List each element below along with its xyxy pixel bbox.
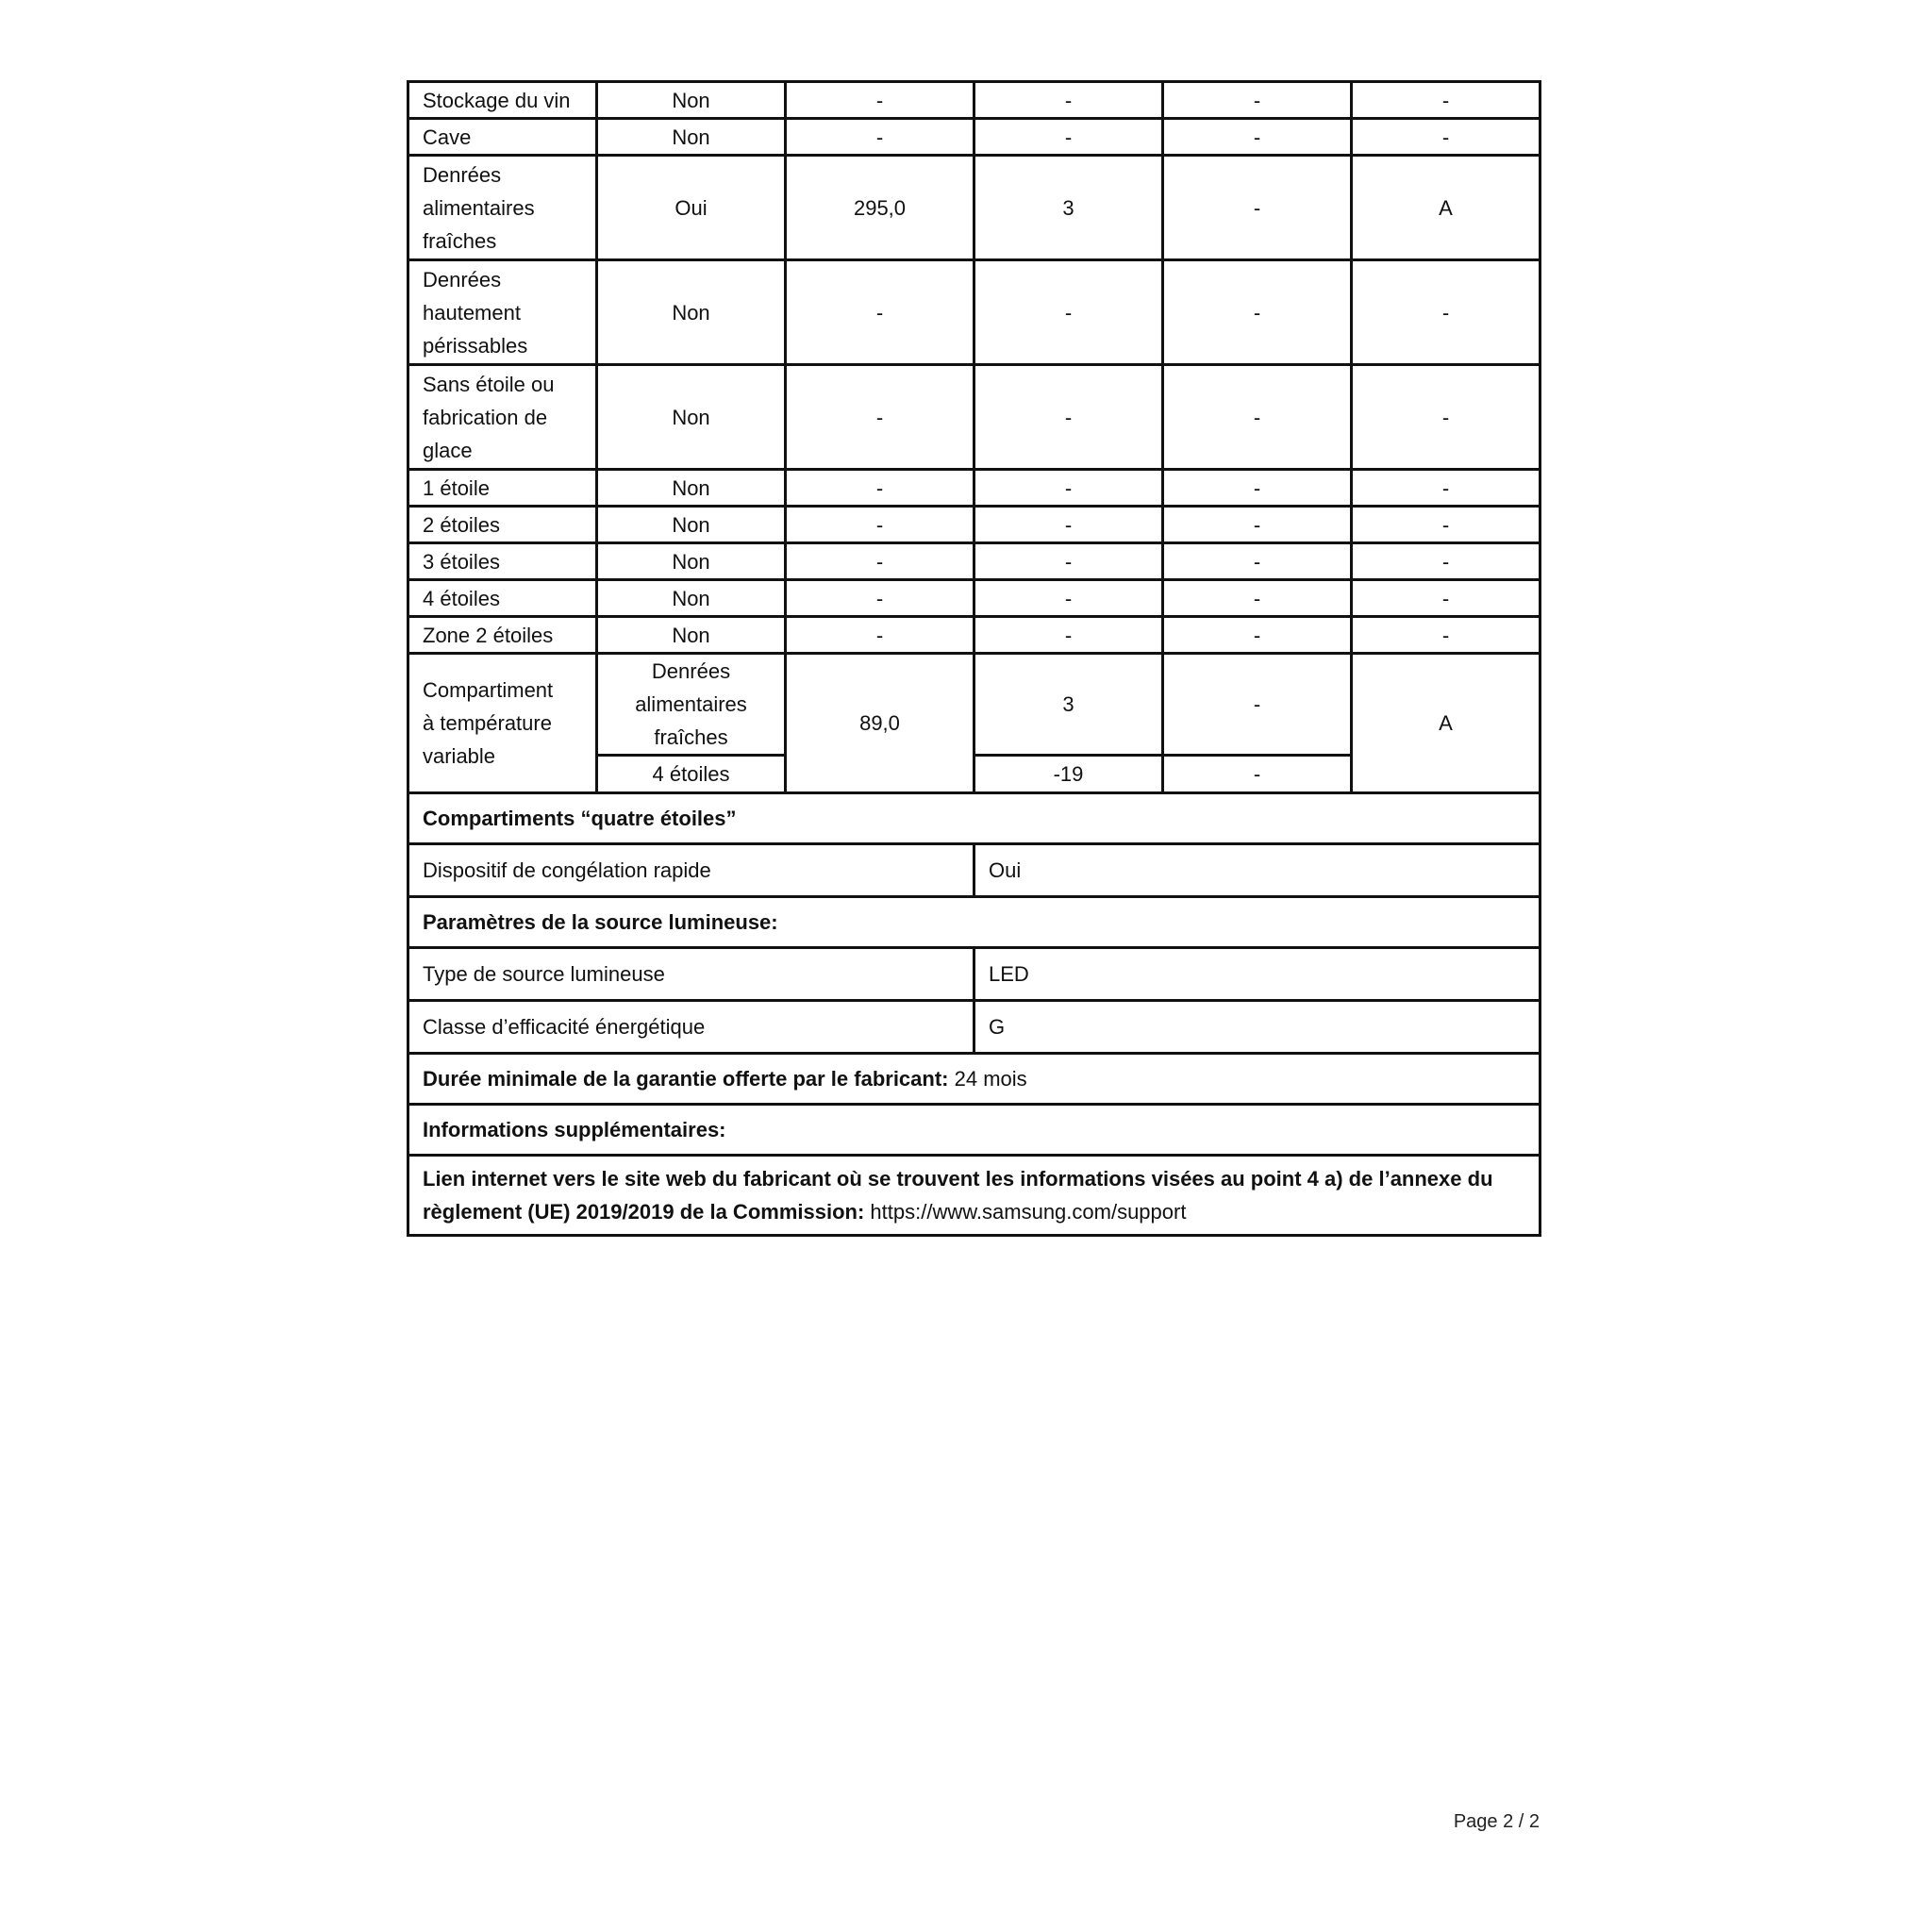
compartment-class: A <box>1352 156 1541 260</box>
compartment-label: Zone 2 étoiles <box>408 617 597 654</box>
compartment-defrost: - <box>1163 617 1352 654</box>
energy-class-label: Classe d’efficacité énergétique <box>408 1001 974 1054</box>
compartment-label <box>408 365 597 470</box>
compartment-label: 3 étoiles <box>408 543 597 580</box>
compartment-volume: - <box>786 119 974 156</box>
label-line: fraîches <box>654 725 728 749</box>
energy-class-value: G <box>974 1001 1541 1054</box>
compartment-volume: - <box>786 580 974 617</box>
compartment-temperature: - <box>974 507 1163 543</box>
section-row <box>408 897 1541 948</box>
light-type-label: Type de source lumineuse <box>408 948 974 1001</box>
section-row <box>408 1105 1541 1156</box>
table-row <box>408 260 1541 365</box>
label-line: à température <box>423 711 552 735</box>
compartment-class: - <box>1352 365 1541 470</box>
compartment-label: 1 étoile <box>408 470 597 507</box>
compartment-class: - <box>1352 543 1541 580</box>
compartment-present: Non <box>597 82 786 119</box>
compartment-defrost: - <box>1163 82 1352 119</box>
label-line: Denrées <box>651 659 731 683</box>
section-row <box>408 793 1541 844</box>
label-line: alimentaires <box>423 195 535 220</box>
compartment-temperature: - <box>974 543 1163 580</box>
warranty-label: Durée minimale de la garantie offerte par le fabricant: <box>423 1067 949 1091</box>
table-row <box>408 365 1541 470</box>
section-row <box>408 1054 1541 1105</box>
label-line: Compartiment <box>423 678 554 702</box>
compartment-class: - <box>1352 82 1541 119</box>
section-row <box>408 844 1541 897</box>
compartment-defrost: - <box>1163 580 1352 617</box>
compartment-label: Stockage du vin <box>408 82 597 119</box>
compartment-label: Cave <box>408 119 597 156</box>
table-row-variable-compartment <box>408 654 1541 756</box>
compartment-label: 2 étoiles <box>408 507 597 543</box>
compartment-defrost: - <box>1163 260 1352 365</box>
compartment-temperature: 3 <box>974 654 1163 756</box>
section-row <box>408 1001 1541 1054</box>
link-line-1: Lien internet vers le site web du fabricant où se trouvent les informations visées au point 4 a) de l’annexe du <box>423 1167 1493 1191</box>
compartment-present: Non <box>597 543 786 580</box>
table-row <box>408 119 1541 156</box>
compartment-defrost: - <box>1163 543 1352 580</box>
compartment-defrost: - <box>1163 756 1352 793</box>
compartment-volume: 295,0 <box>786 156 974 260</box>
label-line: hautement <box>423 300 521 325</box>
section-row <box>408 948 1541 1001</box>
compartment-temperature: - <box>974 82 1163 119</box>
fast-freeze-value: Oui <box>974 844 1541 897</box>
label-line: Denrées <box>423 267 502 291</box>
table-row <box>408 156 1541 260</box>
light-source-heading: Paramètres de la source lumineuse: <box>408 897 1541 948</box>
label-line: périssables <box>423 333 528 358</box>
compartment-temperature: - <box>974 470 1163 507</box>
compartment-volume: - <box>786 365 974 470</box>
extra-info-heading: Informations supplémentaires: <box>408 1105 1541 1156</box>
fast-freeze-label: Dispositif de congélation rapide <box>408 844 974 897</box>
compartment-class: - <box>1352 507 1541 543</box>
compartment-class: - <box>1352 470 1541 507</box>
compartment-defrost: - <box>1163 470 1352 507</box>
label-line: glace <box>423 438 473 462</box>
compartment-present: Non <box>597 580 786 617</box>
compartment-label <box>408 260 597 365</box>
compartment-class: - <box>1352 260 1541 365</box>
warranty-cell <box>408 1054 1541 1105</box>
compartment-present: Non <box>597 119 786 156</box>
compartment-present: Oui <box>597 156 786 260</box>
compartment-temperature: - <box>974 260 1163 365</box>
compartment-class: - <box>1352 580 1541 617</box>
variable-sub-type <box>597 654 786 756</box>
product-info-sheet <box>407 80 1539 1237</box>
compartment-label: 4 étoiles <box>408 580 597 617</box>
link-line-2: règlement (UE) 2019/2019 de la Commission: <box>423 1200 865 1224</box>
compartment-defrost: - <box>1163 507 1352 543</box>
compartment-class: A <box>1352 654 1541 793</box>
compartment-defrost: - <box>1163 156 1352 260</box>
compartment-label <box>408 156 597 260</box>
compartment-temperature: - <box>974 580 1163 617</box>
page-number: Page 2 / 2 <box>1453 1811 1540 1832</box>
compartment-class: - <box>1352 617 1541 654</box>
compartment-label <box>408 654 597 793</box>
table-row <box>408 543 1541 580</box>
compartment-volume: - <box>786 617 974 654</box>
manufacturer-link-cell <box>408 1156 1541 1236</box>
compartment-class: - <box>1352 119 1541 156</box>
table-row <box>408 470 1541 507</box>
compartment-volume: 89,0 <box>786 654 974 793</box>
compartment-temperature: - <box>974 617 1163 654</box>
table-row <box>408 580 1541 617</box>
compartment-present: Non <box>597 617 786 654</box>
manufacturer-url[interactable]: https://www.samsung.com/support <box>870 1200 1187 1224</box>
compartment-temperature: -19 <box>974 756 1163 793</box>
compartment-present: Non <box>597 470 786 507</box>
compartment-defrost: - <box>1163 119 1352 156</box>
section-row <box>408 1156 1541 1236</box>
compartment-temperature: 3 <box>974 156 1163 260</box>
compartment-volume: - <box>786 260 974 365</box>
warranty-value: 24 mois <box>954 1067 1027 1091</box>
compartment-temperature: - <box>974 119 1163 156</box>
compartment-present: Non <box>597 365 786 470</box>
compartment-volume: - <box>786 82 974 119</box>
label-line: alimentaires <box>635 692 747 716</box>
label-line: variable <box>423 744 496 768</box>
table-row <box>408 617 1541 654</box>
label-line: Denrées <box>423 162 502 187</box>
table-row <box>408 82 1541 119</box>
compartment-present: Non <box>597 507 786 543</box>
compartment-temperature: - <box>974 365 1163 470</box>
compartment-volume: - <box>786 507 974 543</box>
table-row <box>408 507 1541 543</box>
compartment-table <box>407 80 1541 1237</box>
variable-sub-type: 4 étoiles <box>597 756 786 793</box>
label-line: Sans étoile ou <box>423 372 555 396</box>
label-line: fraîches <box>423 228 497 253</box>
compartment-defrost: - <box>1163 654 1352 756</box>
four-star-heading: Compartiments “quatre étoiles” <box>408 793 1541 844</box>
compartment-volume: - <box>786 470 974 507</box>
compartment-present: Non <box>597 260 786 365</box>
compartment-volume: - <box>786 543 974 580</box>
compartment-defrost: - <box>1163 365 1352 470</box>
light-type-value: LED <box>974 948 1541 1001</box>
label-line: fabrication de <box>423 405 548 429</box>
